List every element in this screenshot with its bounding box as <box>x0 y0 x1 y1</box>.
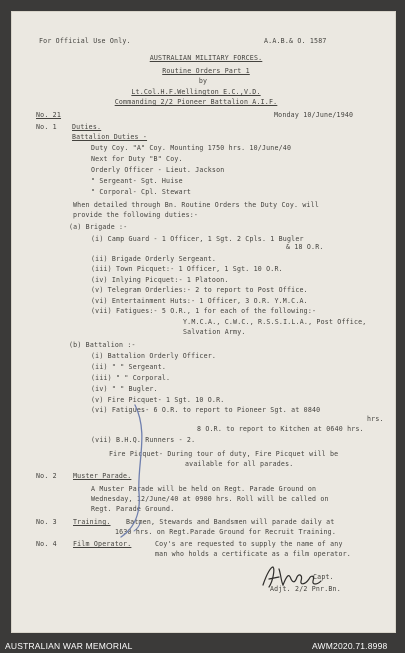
list-item: (v) Telegram Orderlies:- 2 to report to Post Office. <box>91 286 308 294</box>
body-text: provide the following duties:- <box>73 211 199 219</box>
body-text: Coy's are requested to supply the name of any <box>155 540 343 548</box>
list-item: (vi) Entertainment Huts:- 1 Officer, 3 O.R. Y.M.C.A. <box>91 297 308 305</box>
list-item: (ii) " " Sergeant. <box>91 363 167 371</box>
list-item-continuation: 8 O.R. to report to Kitchen at 0640 hrs. <box>197 425 364 433</box>
duty-line: Duty Coy. "A" Coy. Mounting 1750 hrs. 10/June/40 <box>91 144 292 152</box>
list-item-continuation: hrs. <box>367 415 384 423</box>
duty-line: " Sergeant- Sgt. Huise <box>91 177 183 185</box>
footer-bar <box>0 639 405 653</box>
list-item: (i) Camp Guard - 1 Officer, 1 Sgt. 2 Cpls. 1 Bugler <box>91 235 304 243</box>
section-1-title: Duties. <box>72 123 102 131</box>
body-text: When detailed through Bn. Routine Orders the Duty Coy. will <box>73 201 320 209</box>
body-text: man who holds a certificate as a film operator. <box>155 550 351 558</box>
signatory-rank: Capt. <box>313 573 334 581</box>
list-item: (v) Fire Picquet- 1 Sgt. 10 O.R. <box>91 396 225 404</box>
duty-line: " Corporal- Cpl. Stewart <box>91 188 192 196</box>
list-item: (i) Battalion Orderly Officer. <box>91 352 217 360</box>
section-3-title: Training. <box>73 518 111 526</box>
body-text: A Muster Parade will be held on Regt. Parade Ground on <box>91 485 317 493</box>
note-text: Fire Picquet- During tour of duty, Fire Picquet will be <box>109 450 339 458</box>
body-text: Wednesday, 12/June/40 at 0900 hrs. Roll will be called on <box>91 495 329 503</box>
section-4-number: No. 4 <box>36 540 57 548</box>
list-item: (iv) Inlying Picquet:- 1 Platoon. <box>91 276 229 284</box>
commander-name: Lt.Col.H.F.Wellington E.C.,V.D. <box>131 88 261 96</box>
footer-accession-number: AWM2020.71.8998 <box>312 641 388 651</box>
document-page <box>11 11 396 633</box>
duty-line: Next for Duty "B" Coy. <box>91 155 183 163</box>
section-4-title: Film Operator. <box>73 540 132 548</box>
subsection-heading: (b) Battalion :- <box>69 341 136 349</box>
order-number: No. 21 <box>36 111 62 119</box>
classification-label: For Official Use Only. <box>39 37 131 45</box>
commander-unit: Commanding 2/2 Pioneer Battalion A.I.F. <box>114 98 278 106</box>
list-item-continuation: Salvation Army. <box>183 328 246 336</box>
subsection-heading: (a) Brigade :- <box>69 223 128 231</box>
body-text: Batmen, Stewards and Bandsmen will parade daily at <box>126 518 335 526</box>
body-text: 1630 hrs. on Regt.Parade Ground for Recruit Training. <box>115 528 336 536</box>
signatory-role: Adjt. 2/2 Pnr.Bn. <box>270 585 341 593</box>
by-line: by <box>198 77 208 85</box>
list-item: (vii) Fatigues:- 5 O.R., 1 for each of the following:- <box>91 307 317 315</box>
list-item: (iv) " " Bugler. <box>91 385 158 393</box>
section-1-number: No. 1 <box>36 123 57 131</box>
list-item: (vi) Fatigues- 6 O.R. to report to Pioneer Sgt. at 0840 <box>91 406 321 414</box>
footer-institution: AUSTRALIAN WAR MEMORIAL <box>5 641 133 651</box>
section-1-subtitle: Battalion Duties - <box>72 133 148 141</box>
note-text: available for all parades. <box>185 460 294 468</box>
list-item: (vii) B.H.Q. Runners - 2. <box>91 436 196 444</box>
pencil-annotation <box>115 403 155 543</box>
list-item-continuation: Y.M.C.A., C.W.C., R.S.S.I.L.A., Post Office, <box>183 318 367 326</box>
section-2-number: No. 2 <box>36 472 57 480</box>
list-item: (iii) " " Corporal. <box>91 374 171 382</box>
document-subtitle: Routine Orders Part 1 <box>162 67 250 75</box>
duty-line: Orderly Officer - Lieut. Jackson <box>91 166 225 174</box>
form-number: A.A.B.& O. 1587 <box>264 37 327 45</box>
list-item-continuation: & 18 O.R. <box>286 243 324 251</box>
list-item: (iii) Town Picquet:- 1 Officer, 1 Sgt. 10 O.R. <box>91 265 283 273</box>
document-title: AUSTRALIAN MILITARY FORCES. <box>149 54 263 62</box>
list-item: (ii) Brigade Orderly Sergeant. <box>91 255 217 263</box>
section-2-title: Muster Parade. <box>73 472 132 480</box>
order-date: Monday 10/June/1940 <box>274 111 354 119</box>
body-text: Regt. Parade Ground. <box>91 505 175 513</box>
section-3-number: No. 3 <box>36 518 57 526</box>
